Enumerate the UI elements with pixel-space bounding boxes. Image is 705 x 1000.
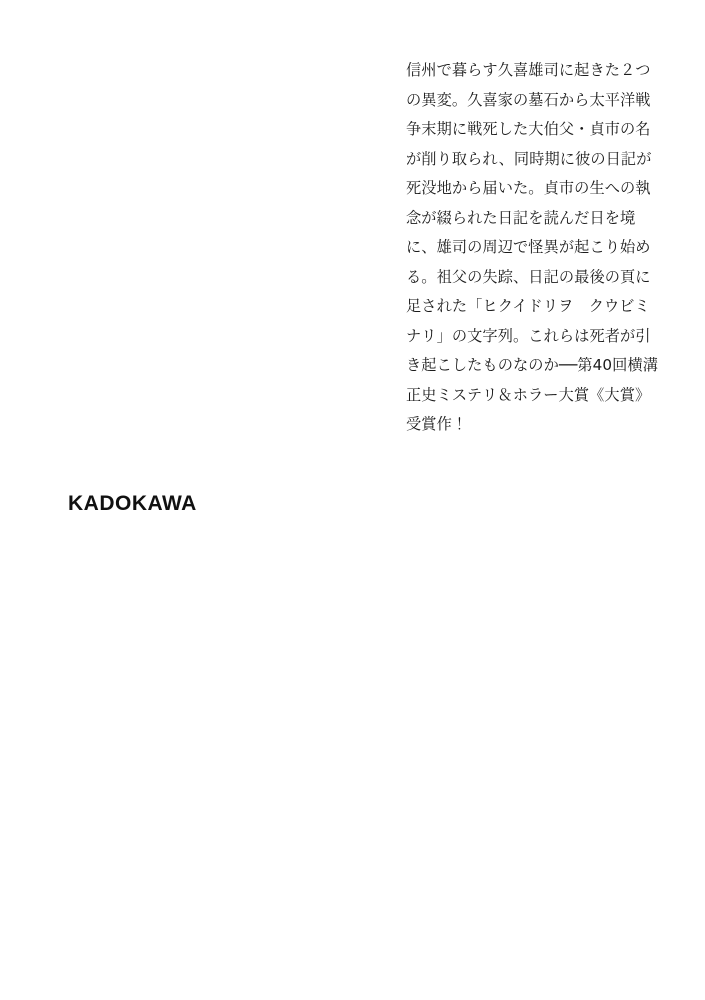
publisher-logo-kadokawa: KADOKAWA bbox=[68, 492, 197, 515]
book-synopsis-text: 信州で暮らす久喜雄司に起きた２つの異変。久喜家の墓石から太平洋戦争末期に戦死した大伯父・貞市の名が削り取られ、同時期に彼の日記が死没地から届いた。貞市の生への執念が綴られた日記を読んだ日を境に、雄司の周辺で怪異が起こり始める。祖父の失踪、日記の最後の頁に足された「ヒクイドリヲ クウビミ ナリ」の文字列。これらは死者が引き起こしたものなのか──第40回横溝正史ミステリ＆ホラー大賞《大賞》受賞作！ bbox=[406, 61, 666, 433]
